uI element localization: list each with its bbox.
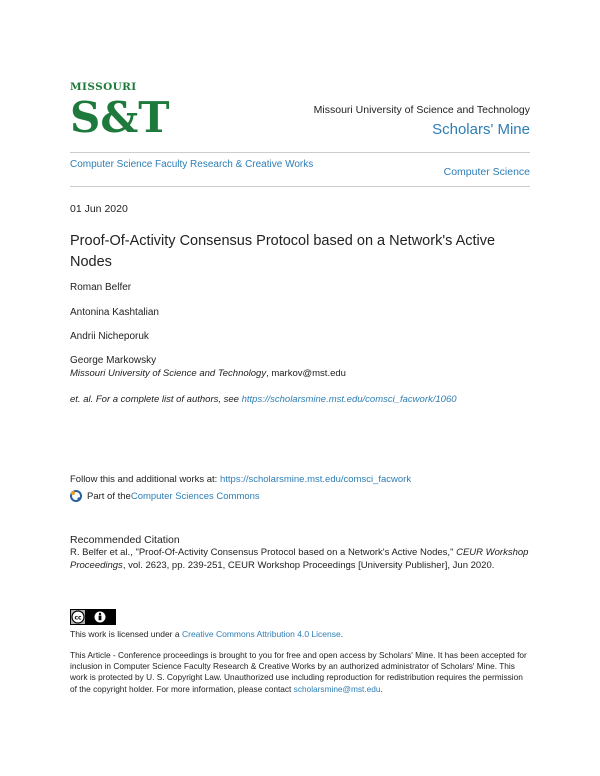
part-of-line [70, 490, 260, 502]
scholars-mine-link[interactable]: Scholars' Mine [432, 121, 530, 138]
affiliation-separator: , [266, 368, 272, 379]
license-prefix: This work is licensed under a [70, 629, 182, 639]
affiliation-email: markov@mst.edu [271, 368, 346, 379]
notice-text: This Article - Conference proceedings is brought to you for free and open access by Scholars' Mine. It has been accepted for inclusion in Computer Science Faculty Research & Creative Works by an authorized administrator of Scholars' Mine. This work is protected by U. S. Copyright Law. Unauthorized use including reproduction for redistribution requires the permission of the copyright holder. For more information, please contact [70, 650, 527, 694]
author-name: Roman Belfer [70, 282, 132, 293]
institution-name: Missouri University of Science and Technology [313, 104, 530, 116]
citation-heading: Recommended Citation [70, 534, 180, 546]
more-authors-prefix: et. al. For a complete list of authors, see [70, 394, 242, 405]
follow-line [70, 474, 411, 485]
more-authors-link[interactable]: https://scholarsmine.mst.edu/comsci_facwork/1060 [241, 394, 457, 405]
cc-badge-text: cc [74, 614, 82, 622]
divider-bottom [70, 186, 530, 187]
department-link[interactable]: Computer Science [443, 166, 530, 178]
paper-title: Proof-Of-Activity Consensus Protocol based on a Network's Active Nodes [70, 233, 496, 270]
affiliation-institution: Missouri University of Science and Technology [70, 368, 267, 379]
author-name: Andrii Nicheporuk [70, 331, 149, 342]
license-suffix: . [340, 629, 344, 639]
author-name: George Markowsky [70, 355, 157, 366]
publication-date: 01 Jun 2020 [70, 203, 128, 215]
more-authors-note [70, 394, 457, 405]
follow-prefix: Follow this and additional works at: [70, 474, 220, 485]
author-name: Antonina Kashtalian [70, 307, 159, 318]
author-affiliation [70, 368, 346, 379]
notice-suffix: . [380, 683, 383, 694]
divider-top [70, 152, 530, 153]
access-notice [70, 650, 530, 695]
collection-series-link[interactable]: Computer Science Faculty Research & Creative Works [70, 159, 314, 170]
citation-text-end: , vol. 2623, pp. 239-251, CEUR Workshop Proceedings [University Publisher], Jun 2020. [122, 560, 495, 571]
logo-st-mark [70, 93, 170, 142]
license-line [70, 629, 343, 639]
part-of-prefix: Part of the [87, 490, 131, 502]
logo-st-text: S&T [70, 93, 170, 142]
contact-email-link[interactable]: scholarsmine@mst.edu [293, 683, 381, 694]
network-icon [70, 490, 82, 502]
commons-link[interactable]: Computer Sciences Commons [130, 490, 260, 502]
citation-journal: CEUR Workshop Proceedings [70, 547, 529, 571]
missouri-st-logo [70, 81, 170, 142]
cc-license-badge-icon[interactable] [70, 609, 116, 625]
license-link[interactable]: Creative Commons Attribution 4.0 License [181, 629, 341, 639]
logo-wordmark: MISSOURI [70, 81, 137, 93]
follow-link[interactable]: https://scholarsmine.mst.edu/comsci_facwork [219, 474, 412, 485]
citation-text [70, 546, 530, 572]
citation-text-start: R. Belfer et al., "Proof-Of-Activity Consensus Protocol based on a Network's Active Nodes," [70, 547, 457, 558]
